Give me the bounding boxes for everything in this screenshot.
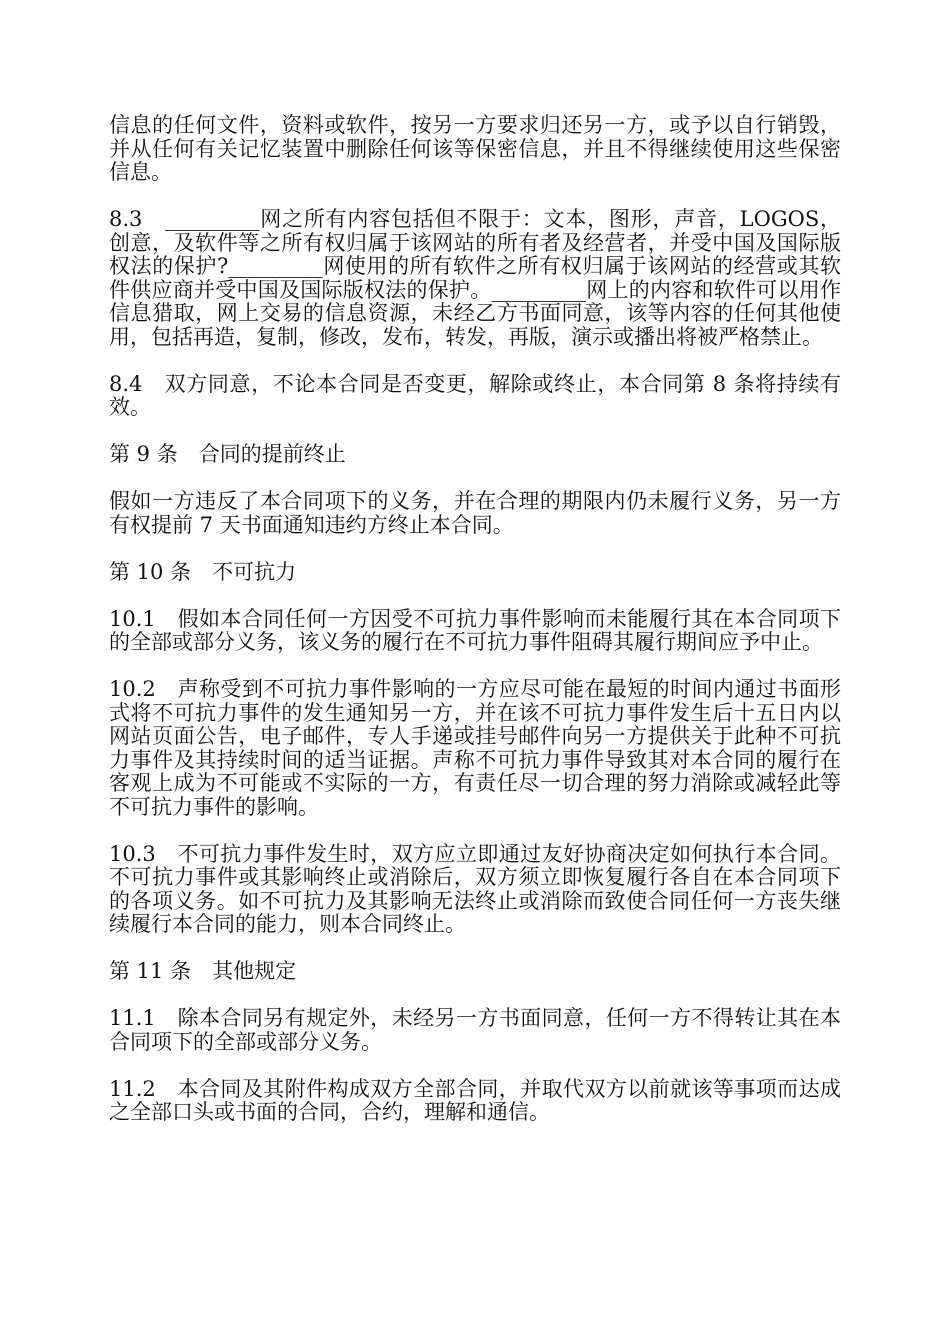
article-9-body: 假如一方违反了本合同项下的义务，并在合理的期限内仍未履行义务，另一方有权提前 7 天书面通知违约方终止本合同。	[109, 489, 841, 537]
clause-8-3: 8.3 _________网之所有内容包括但不限于：文本，图形，声音，LOGOS，创意，及软件等之所有权归属于该网站的所有者及经营者，并受中国及国际版权法的保护?_________网使用的所有软件之所有权归属于该网站的经营或其软件供应商并受中国及国际版权法的保护。_________网上的内容和软件可以用作信息猎取，网上交易的信息资源，未经乙方书面同意，该等内容的任何其他使用，包括再造，复制，修改，发布，转发，再版，演示或播出将被严格禁止。	[109, 207, 841, 349]
article-9-heading: 第 9 条 合同的提前终止	[109, 442, 346, 466]
article-10-heading: 第 10 条 不可抗力	[109, 559, 297, 584]
paragraph-confidential-return: 信息的任何文件，资料或软件，按另一方要求归还另一方，或予以自行销毁，并从任何有关记忆装置中删除任何该等保密信息，并且不得继续使用这些保密信息。	[109, 113, 841, 184]
article-11-heading: 第 11 条 其他规定	[109, 959, 297, 983]
document-page	[109, 114, 841, 1148]
clause-10-1: 10.1 假如本合同任何一方因受不可抗力事件影响而未能履行其在本合同项下的全部或部分义务，该义务的履行在不可抗力事件阻碍其履行期间应予中止。	[109, 606, 841, 654]
clause-8-4: 8.4 双方同意，不论本合同是否变更，解除或终止，本合同第 8 条将持续有效。	[109, 371, 841, 419]
clause-11-2: 11.2 本合同及其附件构成双方全部合同，并取代双方以前就该等事项而达成之全部口头或书面的合同，合约，理解和通信。	[109, 1076, 841, 1124]
clause-10-2: 10.2 声称受到不可抗力事件影响的一方应尽可能在最短的时间内通过书面形式将不可抗力事件的发生通知另一方，并在该不可抗力事件发生后十五日内以网站页面公告，电子邮件，专人手递或挂号邮件向另一方提供关于此种不可抗力事件及其持续时间的适当证据。声称不可抗力事件导致其对本合同的履行在客观上成为不可能或不实际的一方，有责任尽一切合理的努力消除或减轻此等不可抗力事件的影响。	[109, 677, 841, 819]
clause-11-1: 11.1 除本合同另有规定外，未经另一方书面同意，任何一方不得转让其在本合同项下的全部或部分义务。	[109, 1006, 841, 1054]
clause-10-3: 10.3 不可抗力事件发生时，双方应立即通过友好协商决定如何执行本合同。不可抗力事件或其影响终止或消除后，双方须立即恢复履行各自在本合同项下的各项义务。如不可抗力及其影响无法终止或消除而致使合同任何一方丧失继续履行本合同的能力，则本合同终止。	[109, 841, 841, 936]
